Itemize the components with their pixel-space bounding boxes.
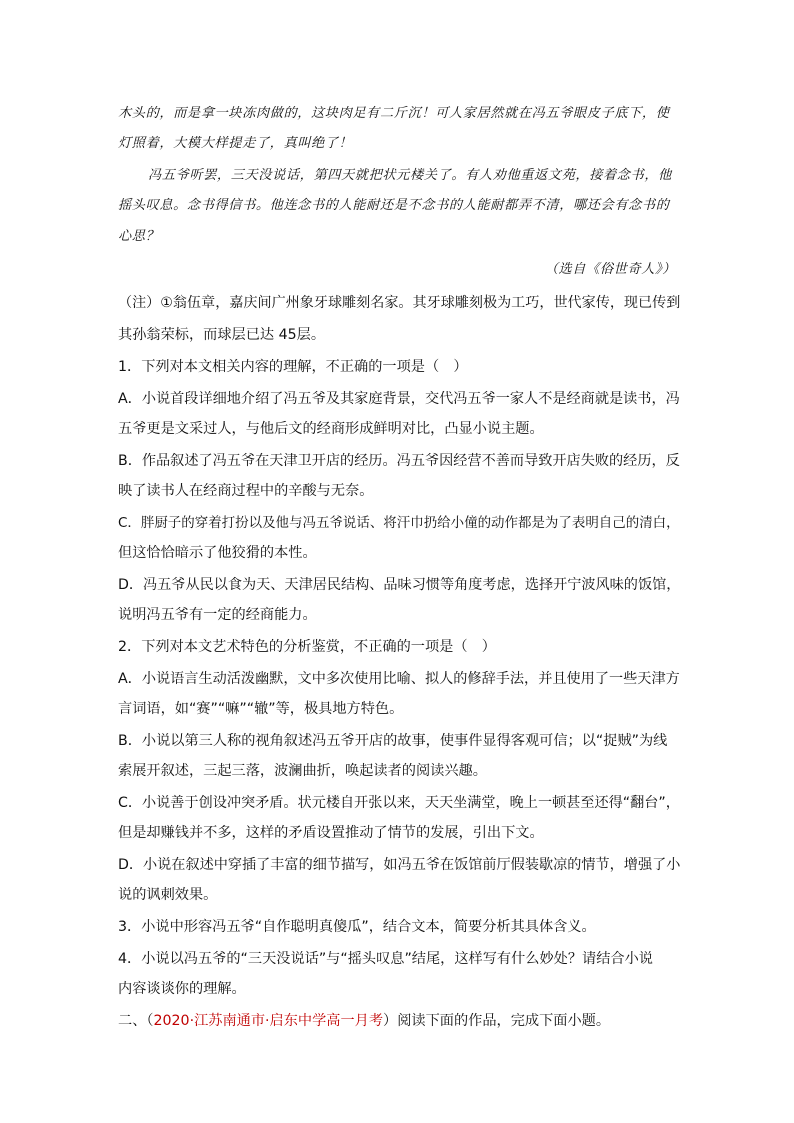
story-source: （选自《俗世奇人》）	[544, 262, 676, 277]
q2-option-d-line1: D．小说在叙述中穿插了丰富的细节描写，如冯五爷在饭馆前厅假装歇凉的情节，增强了小	[118, 857, 681, 873]
q1-option-a-line2: 五爷更是文采过人，与他后文的经商形成鲜明对比，凸显小说主题。	[118, 421, 544, 437]
q1-option-d-line1: D．冯五爷从民以食为天、天津居民结构、品味习惯等角度考虑，选择开宁波风味的饭馆，	[118, 577, 681, 593]
q1-option-c-line2: 但这恰恰暗示了他狡猾的本性。	[118, 545, 317, 561]
note-line2: 其孙翁荣标，而球层已达 45层。	[118, 327, 326, 343]
q1-option-b-line2: 映了读书人在经商过程中的辛酸与无奈。	[118, 483, 374, 499]
story-p1-line2: 灯照着，大模大样提走了，真叫绝了！	[118, 136, 353, 151]
section-2-source: 2020·江苏南通市·启东中学高一月考	[153, 1013, 384, 1029]
story-p2-line3: 心思？	[118, 229, 160, 244]
q2-option-a-line2: 言词语，如“赛”“嘛”“辙”等，极具地方特色。	[118, 701, 404, 717]
note-line1: （注）①翁伍章，嘉庆间广州象牙球雕刻名家。其牙球雕刻极为工巧，世代家传，现已传到	[118, 295, 681, 311]
q2-option-b-line2: 索展开叙述，三起三落，波澜曲折，唤起读者的阅读兴趣。	[118, 763, 487, 779]
q3-stem: 3．小说中形容冯五爷“自作聪明真傻瓜”，结合文本，简要分析其具体含义。	[118, 919, 596, 935]
q2-option-c-line2: 但是却赚钱并不多，这样的矛盾设置推动了情节的发展，引出下文。	[118, 825, 544, 841]
q2-option-d-line2: 说的讽刺效果。	[118, 887, 218, 903]
section-2-instruction: ）阅读下面的作品，完成下面小题。	[383, 1013, 611, 1029]
story-p2-line1: 冯五爷听罢，三天没说话，第四天就把状元楼关了。有人劝他重返文苑，接着念书，他	[148, 168, 672, 183]
q2-option-c-line1: C．小说善于创设冲突矛盾。状元楼自开张以来，天天坐满堂，晚上一顿甚至还得“翻台”，	[118, 795, 680, 811]
q4-stem-line2: 内容谈谈你的理解。	[118, 981, 246, 997]
q1-option-d-line2: 说明冯五爷有一定的经商能力。	[118, 607, 317, 623]
q1-option-a-line1: A．小说首段详细地介绍了冯五爷及其家庭背景，交代冯五爷一家人不是经商就是读书，冯	[118, 391, 680, 407]
q1-stem: 1．下列对本文相关内容的理解，不正确的一项是（ ）	[118, 359, 468, 375]
q2-stem: 2．下列对本文艺术特色的分析鉴赏，不正确的一项是（ ）	[118, 639, 496, 655]
q2-option-a-line1: A．小说语言生动活泼幽默，文中多次使用比喻、拟人的修辞手法，并且使用了一些天津方	[118, 671, 680, 687]
section-2-heading	[118, 1011, 610, 1031]
story-p2-line2: 摇头叹息。念书得信书。他连念书的人能耐还是不念书的人能耐都弄不清，哪还会有念书的	[118, 198, 670, 213]
q2-option-b-line1: B．小说以第三人称的视角叙述冯五爷开店的故事，使事件显得客观可信；以“捉贼”为线	[118, 733, 668, 749]
story-p1-line1: 木头的，而是拿一块冻肉做的，这块肉足有二斤沉！可人家居然就在冯五爷眼皮子底下，使	[118, 106, 670, 121]
q1-option-b-line1: B．作品叙述了冯五爷在天津卫开店的经历。冯五爷因经营不善而导致开店失败的经历，反	[118, 453, 680, 469]
q1-option-c-line1: C．胖厨子的穿着打扮以及他与冯五爷说话、将汗巾扔给小僮的动作都是为了表明自己的清白，	[118, 515, 680, 531]
section-2-prefix: 二、（	[118, 1013, 154, 1029]
q4-stem-line1: 4．小说以冯五爷的“三天没说话”与“摇头叹息”结尾，这样写有什么妙处？请结合小说	[118, 951, 653, 967]
